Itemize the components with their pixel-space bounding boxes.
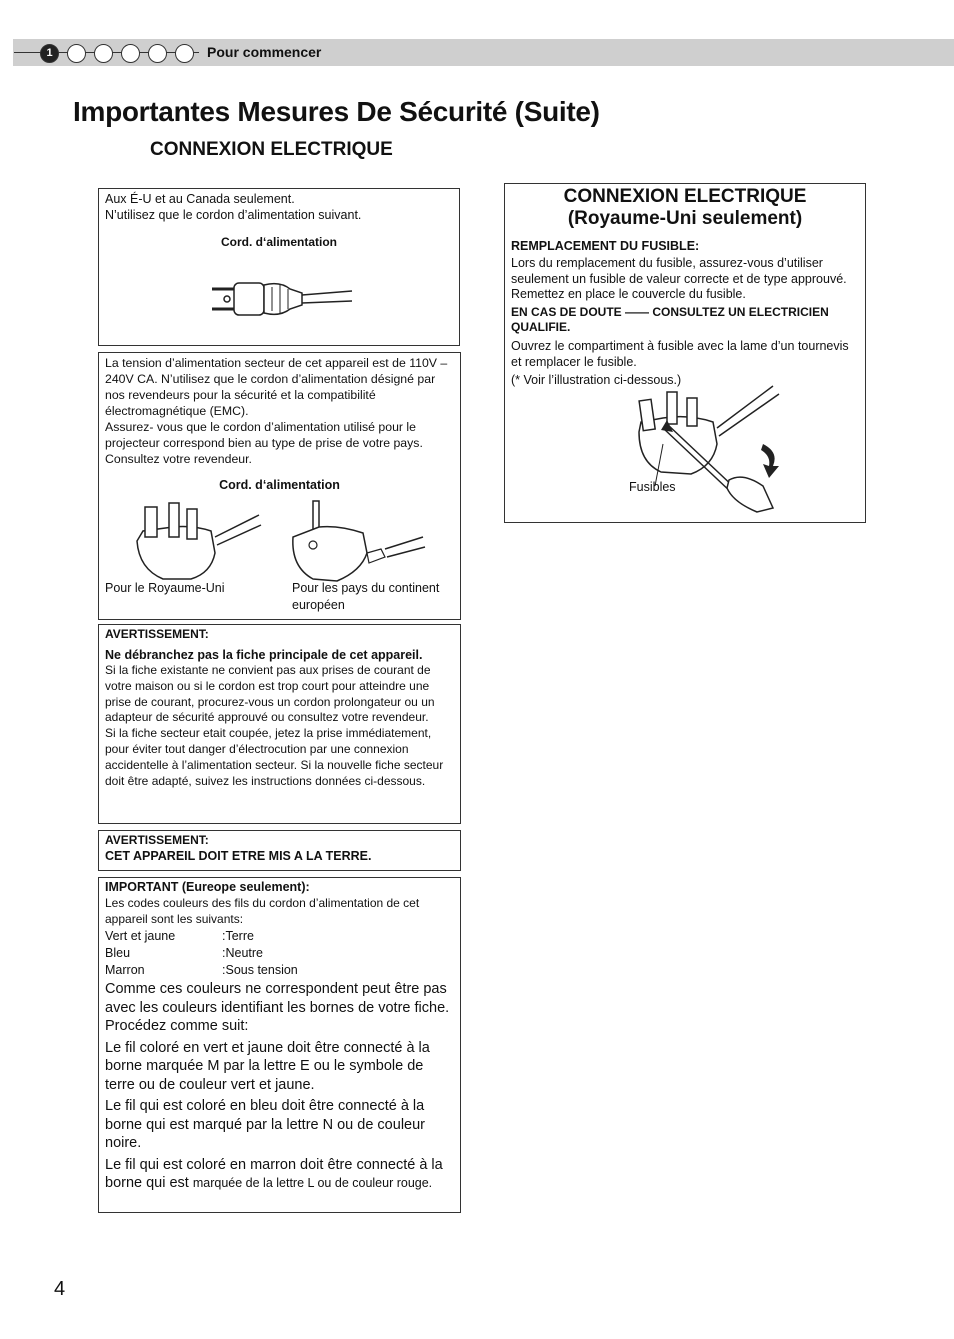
step-1: 1 (40, 44, 59, 63)
step-5 (148, 44, 167, 63)
caption-uk: Pour le Royaume-Uni (105, 581, 225, 595)
warning1-text2: Si la fiche secteur etait coupée, jetez la prise immédiatement, pour éviter tout danger d’électrocution par une connexion accidentelle à l’alimentation secteur. Si la nouvelle fiche secteur doit être adapté, suivez les instructions données ci-dessous. (105, 726, 444, 788)
warning2-heading: AVERTISSEMENT: (105, 833, 209, 847)
important-p2: Le fil coloré en vert et jaune doit être connecté à la borne marquée M par la lettre E ou le symbole de terre ou de couleur vert et jaune. (105, 1039, 430, 1093)
step-2 (67, 44, 86, 63)
warning1-subheading: Ne débranchez pas la fiche principale de cet appareil. (105, 648, 423, 662)
uk-title1: CONNEXION ELECTRIQUE (563, 186, 807, 207)
important-p4: Le fil qui est coloré en marron doit être connecté à la borne qui est marquée de la lettre L ou de couleur rouge. (105, 1156, 443, 1191)
us-plug-illustration (202, 269, 362, 329)
step-4 (121, 44, 140, 63)
voltage-text2: Assurez- vous que le cordon d’alimentation utilisé pour le projecteur correspond bien au type de prise de votre pays. Consultez votre revendeur. (105, 420, 423, 466)
page-title: Importantes Mesures De Sécurité (Suite) (73, 96, 600, 127)
voltage-text1: La tension d’alimentation secteur de cet appareil est de 110V – 240V CA. N’utilisez que le cordon d’alimentation désigné par nos revendeurs pour la sécurité et la compatibilité électromagnétique (EMC). (105, 356, 448, 418)
warning1-text1: Si la fiche existante ne convient pas aux prises de courant de votre maison ou si le cordon est trop court pour atteindre une prise de courant, procurez-vous un cordon prolongateur ou un adapteur de sécurité approuvé ou consultez votre revendeur. (105, 663, 435, 725)
section-subtitle: CONNEXION ELECTRIQUE (150, 139, 393, 160)
important-heading: IMPORTANT (Eureope seulement): (105, 880, 310, 894)
us-line1: Aux É-U et au Canada seulement. (105, 192, 295, 206)
us-line2: N’utilisez que le cordon d’alimentation suivant. (105, 208, 362, 222)
color-codes-list (105, 928, 454, 979)
us-canada-box (98, 188, 460, 346)
uk-title2: (Royaume-Uni seulement) (567, 208, 803, 229)
voltage-box (98, 352, 461, 620)
color-row: Marron : Sous tension (105, 963, 298, 977)
step-3 (94, 44, 113, 63)
page-number: 4 (54, 1278, 66, 1300)
caption-eu: Pour les pays du continent européen (292, 581, 440, 612)
warning-box-2 (98, 830, 461, 871)
important-intro: Les codes couleurs des fils du cordon d’alimentation de cet appareil sont les suivants: (105, 896, 420, 926)
uk-connection-box (504, 183, 866, 523)
warning-box-1 (98, 624, 461, 824)
uk-heading: REMPLACEMENT DU FUSIBLE: (511, 239, 700, 253)
voltage-cord-label: Cord. d‘alimentation (219, 478, 340, 492)
uk-warning: EN CAS DE DOUTE —— CONSULTEZ UN ELECTRICIEN QUALIFIE. (511, 304, 829, 334)
eu-plug-illustration (289, 497, 429, 587)
color-row: Vert et jaune : Terre (105, 929, 254, 943)
step-indicator (14, 43, 194, 63)
important-p3: Le fil qui est coloré en bleu doit être connecté à la borne qui est marqué par la lettre N ou de couleur noire. (105, 1098, 425, 1151)
color-row: Bleu : Neutre (105, 946, 264, 960)
uk-text2: Ouvrez le compartiment à fusible avec la lame d’un tournevis et remplacer le fusible. (511, 338, 849, 369)
step-6 (175, 44, 194, 63)
uk-text3: (* Voir l’illustration ci-dessous.) (511, 372, 682, 387)
us-cord-label: Cord. d‘alimentation (220, 235, 337, 249)
important-p1: Comme ces couleurs ne correspondent peut être pas avec les couleurs identifiant les bornes de votre fiche. Procédez comme suit: (105, 981, 450, 1034)
warning1-heading: AVERTISSEMENT: (105, 627, 209, 641)
fuse-label: Fusibles (629, 480, 676, 494)
uk-plug-illustration (133, 501, 263, 591)
warning2-text: CET APPAREIL DOIT ETRE MIS A LA TERRE. (105, 849, 372, 863)
uk-text1: Lors du remplacement du fusible, assurez-vous d’utiliser seulement un fusible de valeur correcte et de type approuvé. Remettez en place le couvercle du fusible. (511, 256, 847, 301)
section-label: Pour commencer (207, 44, 322, 60)
important-box (98, 877, 461, 1213)
